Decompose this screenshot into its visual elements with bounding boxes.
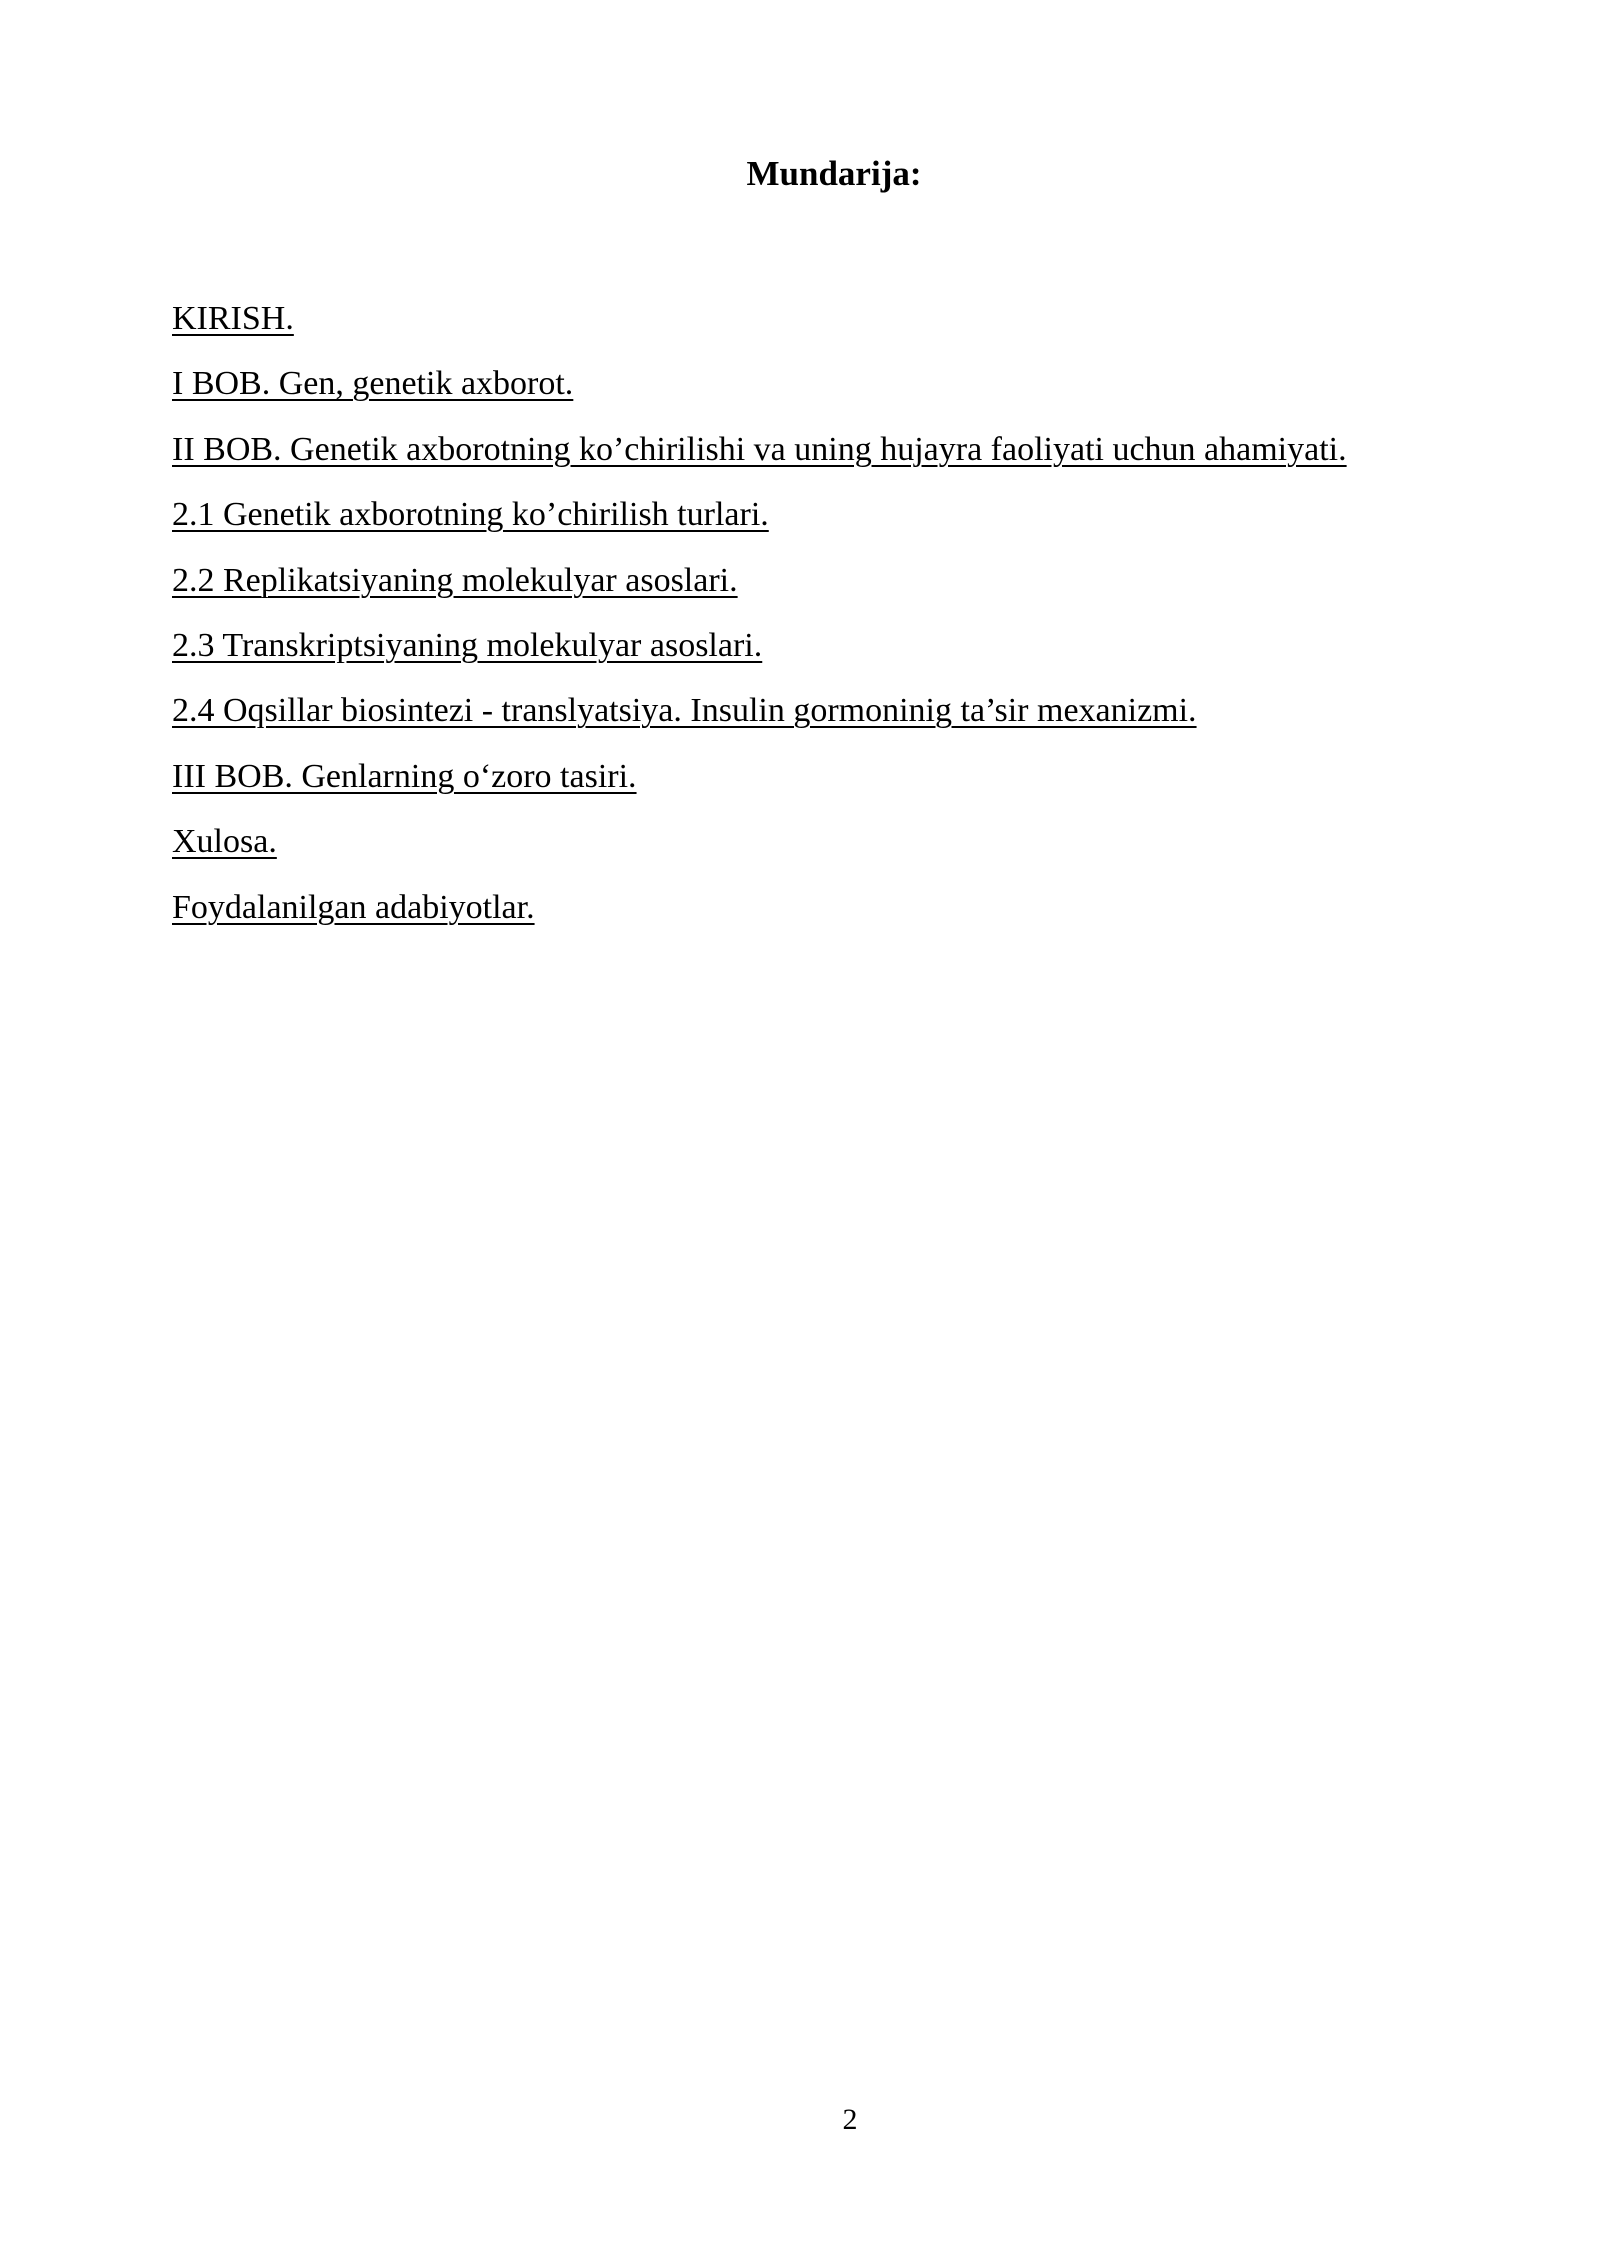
toc-link-chapter-2[interactable]: II BOB. Genetik axborotning ko’chirilishi va uning hujayra faoliyati uchun ahamiyati.	[172, 430, 1347, 468]
toc-link-section-2-4[interactable]: 2.4 Oqsillar biosintezi - translyatsiya. Insulin gormoninig ta’sir mexanizmi.	[172, 692, 1197, 730]
toc-item-section-2-3	[172, 613, 1512, 678]
toc-item-chapter-1	[172, 351, 1512, 416]
toc-link-section-2-2[interactable]: 2.2 Replikatsiyaning molekulyar asoslari.	[172, 561, 738, 599]
toc-link-kirish[interactable]: KIRISH.	[172, 300, 294, 337]
toc-item-references	[172, 875, 1512, 940]
toc-item-section-2-1	[172, 482, 1512, 547]
toc-item-section-2-4	[172, 678, 1512, 743]
toc-item-chapter-2	[172, 417, 1512, 482]
page-title: Mundarija:	[746, 154, 922, 193]
page-number: 2	[842, 2103, 858, 2136]
toc-item-chapter-3	[172, 744, 1512, 809]
toc-item-conclusion	[172, 809, 1512, 874]
toc-link-chapter-3[interactable]: III BOB. Genlarning o‘zoro tasiri.	[172, 757, 637, 795]
toc-link-conclusion[interactable]: Xulosa.	[172, 823, 277, 861]
toc-link-section-2-3[interactable]: 2.3 Transkriptsiyaning molekulyar asoslari.	[172, 626, 763, 664]
table-of-contents	[172, 286, 1512, 940]
toc-link-references[interactable]: Foydalanilgan adabiyotlar.	[172, 888, 535, 926]
toc-link-chapter-1[interactable]: I BOB. Gen, genetik axborot.	[172, 365, 574, 403]
toc-link-section-2-1[interactable]: 2.1 Genetik axborotning ko’chirilish turlari.	[172, 496, 769, 534]
toc-item-kirish	[172, 286, 1512, 351]
toc-item-section-2-2	[172, 548, 1512, 613]
